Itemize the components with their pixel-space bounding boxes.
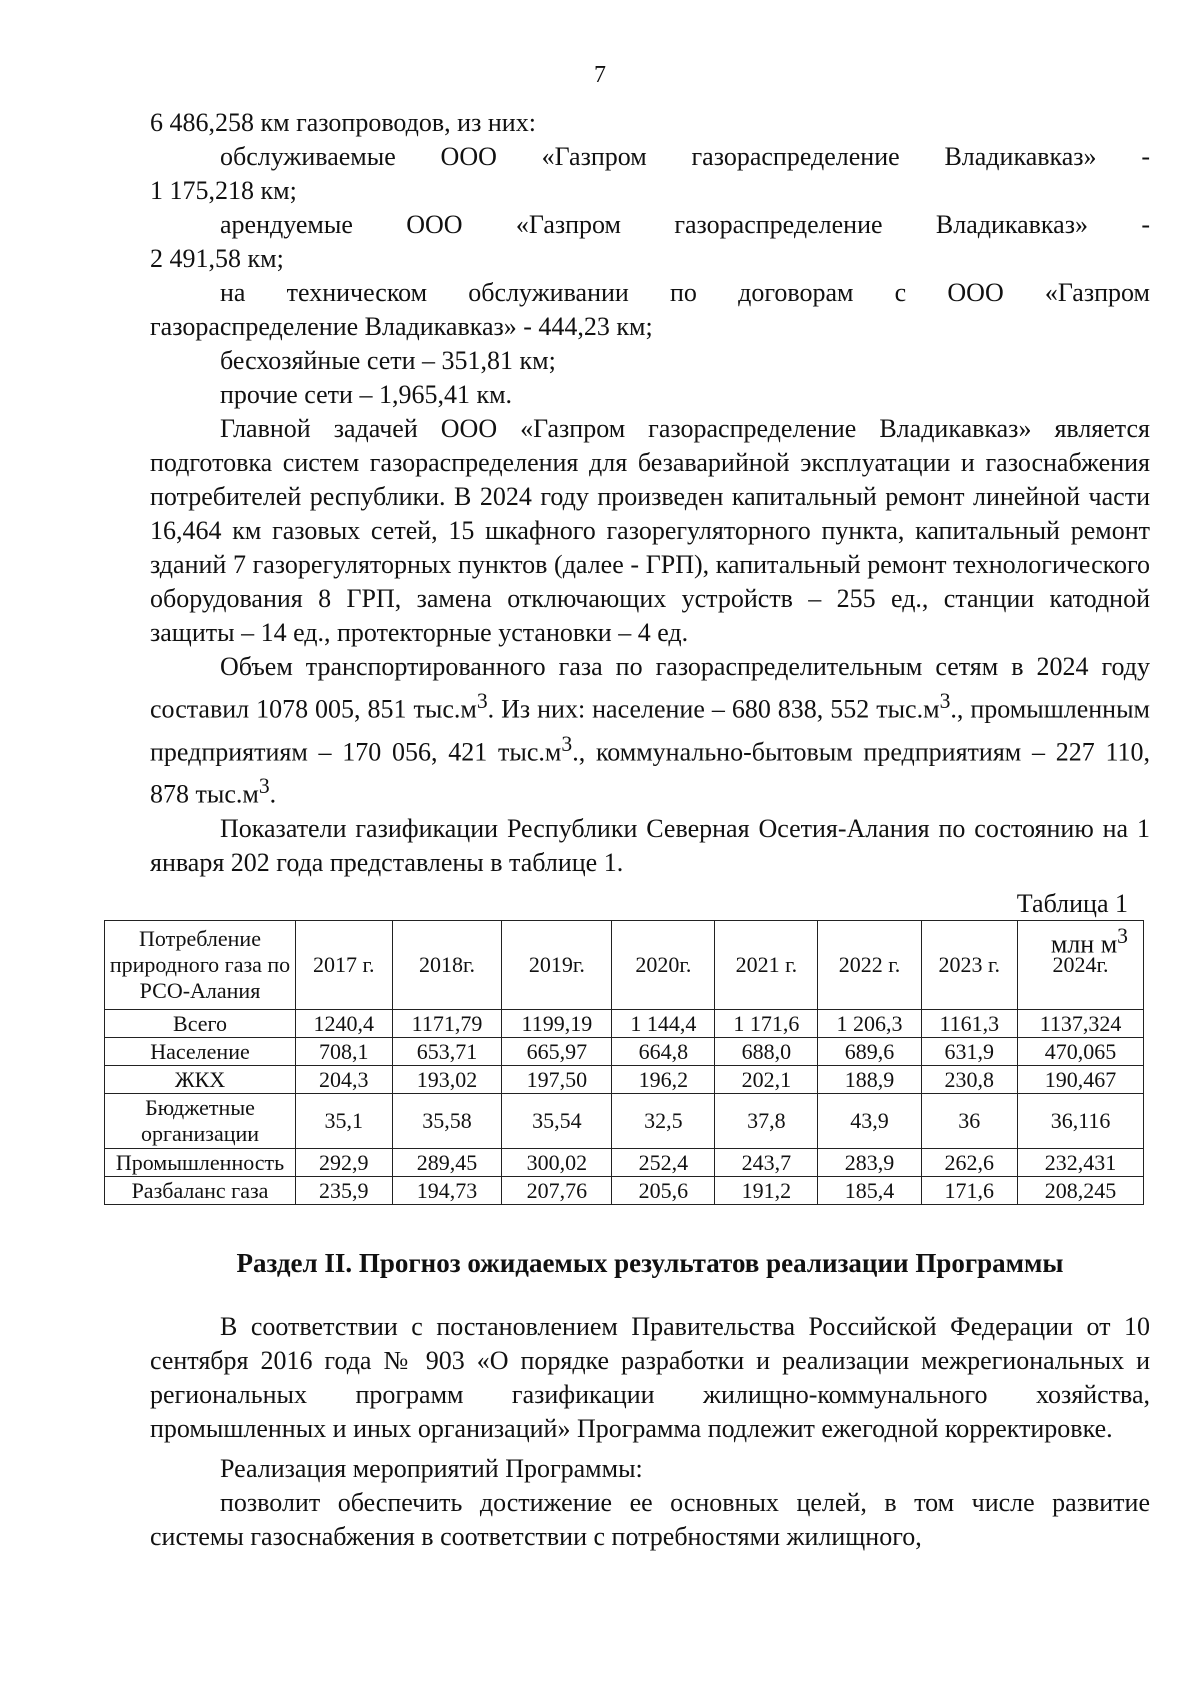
table-cell: 689,6: [818, 1038, 921, 1066]
table-row: [105, 1177, 1144, 1205]
table-cell: 36,116: [1018, 1094, 1144, 1149]
paragraph-implementation: Реализация мероприятий Программы:: [220, 1454, 643, 1483]
table-row: [105, 1038, 1144, 1066]
table-row: [105, 1149, 1144, 1177]
intro-item-1b: 1 175,218 км;: [150, 176, 297, 205]
intro-item-5: прочие сети – 1,965,41 км.: [220, 380, 513, 409]
gas-volume-sup-3: 3: [561, 731, 573, 756]
row-label: Население: [105, 1038, 296, 1066]
table-header-year: 2018г.: [392, 921, 502, 1010]
table-cell: 230,8: [921, 1066, 1018, 1094]
table-cell: 252,4: [612, 1149, 715, 1177]
intro-item-3a: на техническом обслуживании по договорам с ООО «Газпром: [220, 278, 1150, 307]
table-cell: 665,97: [502, 1038, 612, 1066]
row-label: Бюджетные организации: [105, 1094, 296, 1149]
table-cell: 193,02: [392, 1066, 502, 1094]
table-caption: Таблица 1: [1016, 888, 1128, 918]
paragraph-gas-volume: [150, 650, 1150, 812]
table-row: [105, 1010, 1144, 1038]
row-label: ЖКХ: [105, 1066, 296, 1094]
table-cell: 196,2: [612, 1066, 715, 1094]
gas-volume-text-5: .: [269, 779, 277, 809]
row-label: Всего: [105, 1010, 296, 1038]
table-cell: 283,9: [818, 1149, 921, 1177]
intro-item-3b: газораспределение Владикавказ» - 444,23 км;: [150, 312, 653, 341]
table-cell: 205,6: [612, 1177, 715, 1205]
table-unit-text: млн м: [1050, 929, 1118, 959]
table-header-year: 2024г.: [1018, 921, 1144, 1010]
table-cell: 300,02: [502, 1149, 612, 1177]
table-cell: 36: [921, 1094, 1018, 1149]
table-cell: 1161,3: [921, 1010, 1018, 1038]
table-header-year: 2019г.: [502, 921, 612, 1010]
intro-line: 6 486,258 км газопроводов, из них:: [150, 108, 536, 137]
table-cell: 202,1: [715, 1066, 818, 1094]
gas-volume-text-2: . Из них: население – 680 838, 552 тыс.м: [487, 694, 940, 724]
table-cell: 188,9: [818, 1066, 921, 1094]
table-cell: 708,1: [296, 1038, 393, 1066]
table-cell: 292,9: [296, 1149, 393, 1177]
table-cell: 171,6: [921, 1177, 1018, 1205]
table-cell: 1240,4: [296, 1010, 393, 1038]
table-cell: 37,8: [715, 1094, 818, 1149]
page-number: 7: [594, 62, 606, 88]
table-cell: 664,8: [612, 1038, 715, 1066]
table-cell: 235,9: [296, 1177, 393, 1205]
table-cell: 35,54: [502, 1094, 612, 1149]
intro-item-2a: арендуемые ООО «Газпром газораспределение Владикавказ» -: [220, 210, 1150, 239]
table-cell: 35,58: [392, 1094, 502, 1149]
gas-volume-sup-2: 3: [939, 689, 951, 713]
intro-item-1a: обслуживаемые ООО «Газпром газораспределение Владикавказ» -: [220, 142, 1150, 171]
table-cell: 191,2: [715, 1177, 818, 1205]
gas-volume-text-4: ., коммунально-бытовым предприятиям – 227 110, 878 тыс.м: [150, 737, 1151, 809]
table-unit-sup: 3: [1117, 923, 1128, 948]
table-cell: 190,467: [1018, 1066, 1144, 1094]
table-cell: 32,5: [612, 1094, 715, 1149]
table-cell: 1 206,3: [818, 1010, 921, 1038]
row-label: Промышленность: [105, 1149, 296, 1177]
gas-volume-sup-4: 3: [258, 774, 270, 799]
table-cell: 1 171,6: [715, 1010, 818, 1038]
table-header-year: 2017 г.: [296, 921, 393, 1010]
intro-item-2b: 2 491,58 км;: [150, 244, 284, 273]
table-header-year: 2020г.: [612, 921, 715, 1010]
paragraph-main-task: Главной задачей ООО «Газпром газораспределение Владикавказ» является подготовка систем газораспределения для безаварийной эксплуатации и газоснабжения потребителей республики. В 2024 году произведен капитальный ремонт линейной части 16,464 км газовых сетей, 15 шкафного газорегуляторного пункта, капитальный ремонт зданий 7 газорегуляторных пунктов (далее - ГРП), капитальный ремонт технологического оборудования 8 ГРП, замена отключающих устройств – 255 ед., станции катодной защиты – 14 ед., протекторные установки – 4 ед.: [150, 414, 1150, 647]
paragraph-regulation: В соответствии с постановлением Правительства Российской Федерации от 10 сентября 2016 года № 903 «О порядке разработки и реализации межрегиональных и региональных программ газификации жилищно-коммунального хозяйства, промышленных и иных организаций» Программа подлежит ежегодной корректировке.: [150, 1312, 1150, 1443]
table-cell: 185,4: [818, 1177, 921, 1205]
intro-item-4: бесхозяйные сети – 351,81 км;: [220, 346, 556, 375]
table-header-row: [105, 921, 1144, 1010]
gas-consumption-table: [104, 920, 1144, 1205]
table-header-year: 2023 г.: [921, 921, 1018, 1010]
table-header-label: Потребление природного газа по РСО-Алания: [105, 921, 296, 1010]
table-cell: 204,3: [296, 1066, 393, 1094]
table-cell: 232,431: [1018, 1149, 1144, 1177]
table-cell: 243,7: [715, 1149, 818, 1177]
table-cell: 1199,19: [502, 1010, 612, 1038]
gas-volume-text-1: Объем транспортированного газа по газораспределительным сетям в 2024 году составил 1078 005, 851 тыс.м: [150, 652, 1150, 724]
table-cell: 631,9: [921, 1038, 1018, 1066]
table-row: [105, 1094, 1144, 1149]
gas-volume-text-3: ., промышленным предприятиям – 170 056, 421 тыс.м: [150, 694, 1150, 767]
table-cell: 470,065: [1018, 1038, 1144, 1066]
table-cell: 208,245: [1018, 1177, 1144, 1205]
table-cell: 197,50: [502, 1066, 612, 1094]
paragraph-indicators: Показатели газификации Республики Северная Осетия-Алания по состоянию на 1 января 202 года представлены в таблице 1.: [150, 813, 1150, 877]
table-cell: 289,45: [392, 1149, 502, 1177]
table-header-year: 2022 г.: [818, 921, 921, 1010]
gas-volume-sup-1: 3: [476, 689, 488, 713]
table-cell: 194,73: [392, 1177, 502, 1205]
table-row: [105, 1066, 1144, 1094]
table-cell: 653,71: [392, 1038, 502, 1066]
table-cell: 1137,324: [1018, 1010, 1144, 1038]
paragraph-goals: позволит обеспечить достижение ее основных целей, в том числе развитие системы газоснабжения в соответствии с потребностями жилищного,: [150, 1488, 1150, 1551]
table-cell: 688,0: [715, 1038, 818, 1066]
table-cell: 35,1: [296, 1094, 393, 1149]
row-label: Разбаланс газа: [105, 1177, 296, 1205]
section-title: Раздел II. Прогноз ожидаемых результатов реализации Программы: [236, 1248, 1064, 1278]
table-cell: 262,6: [921, 1149, 1018, 1177]
table-cell: 1171,79: [392, 1010, 502, 1038]
table-cell: 43,9: [818, 1094, 921, 1149]
table-cell: 1 144,4: [612, 1010, 715, 1038]
table-cell: 207,76: [502, 1177, 612, 1205]
body-text-top: [150, 106, 1150, 961]
body-text-bottom: [150, 1310, 1150, 1554]
table-header-year: 2021 г.: [715, 921, 818, 1010]
